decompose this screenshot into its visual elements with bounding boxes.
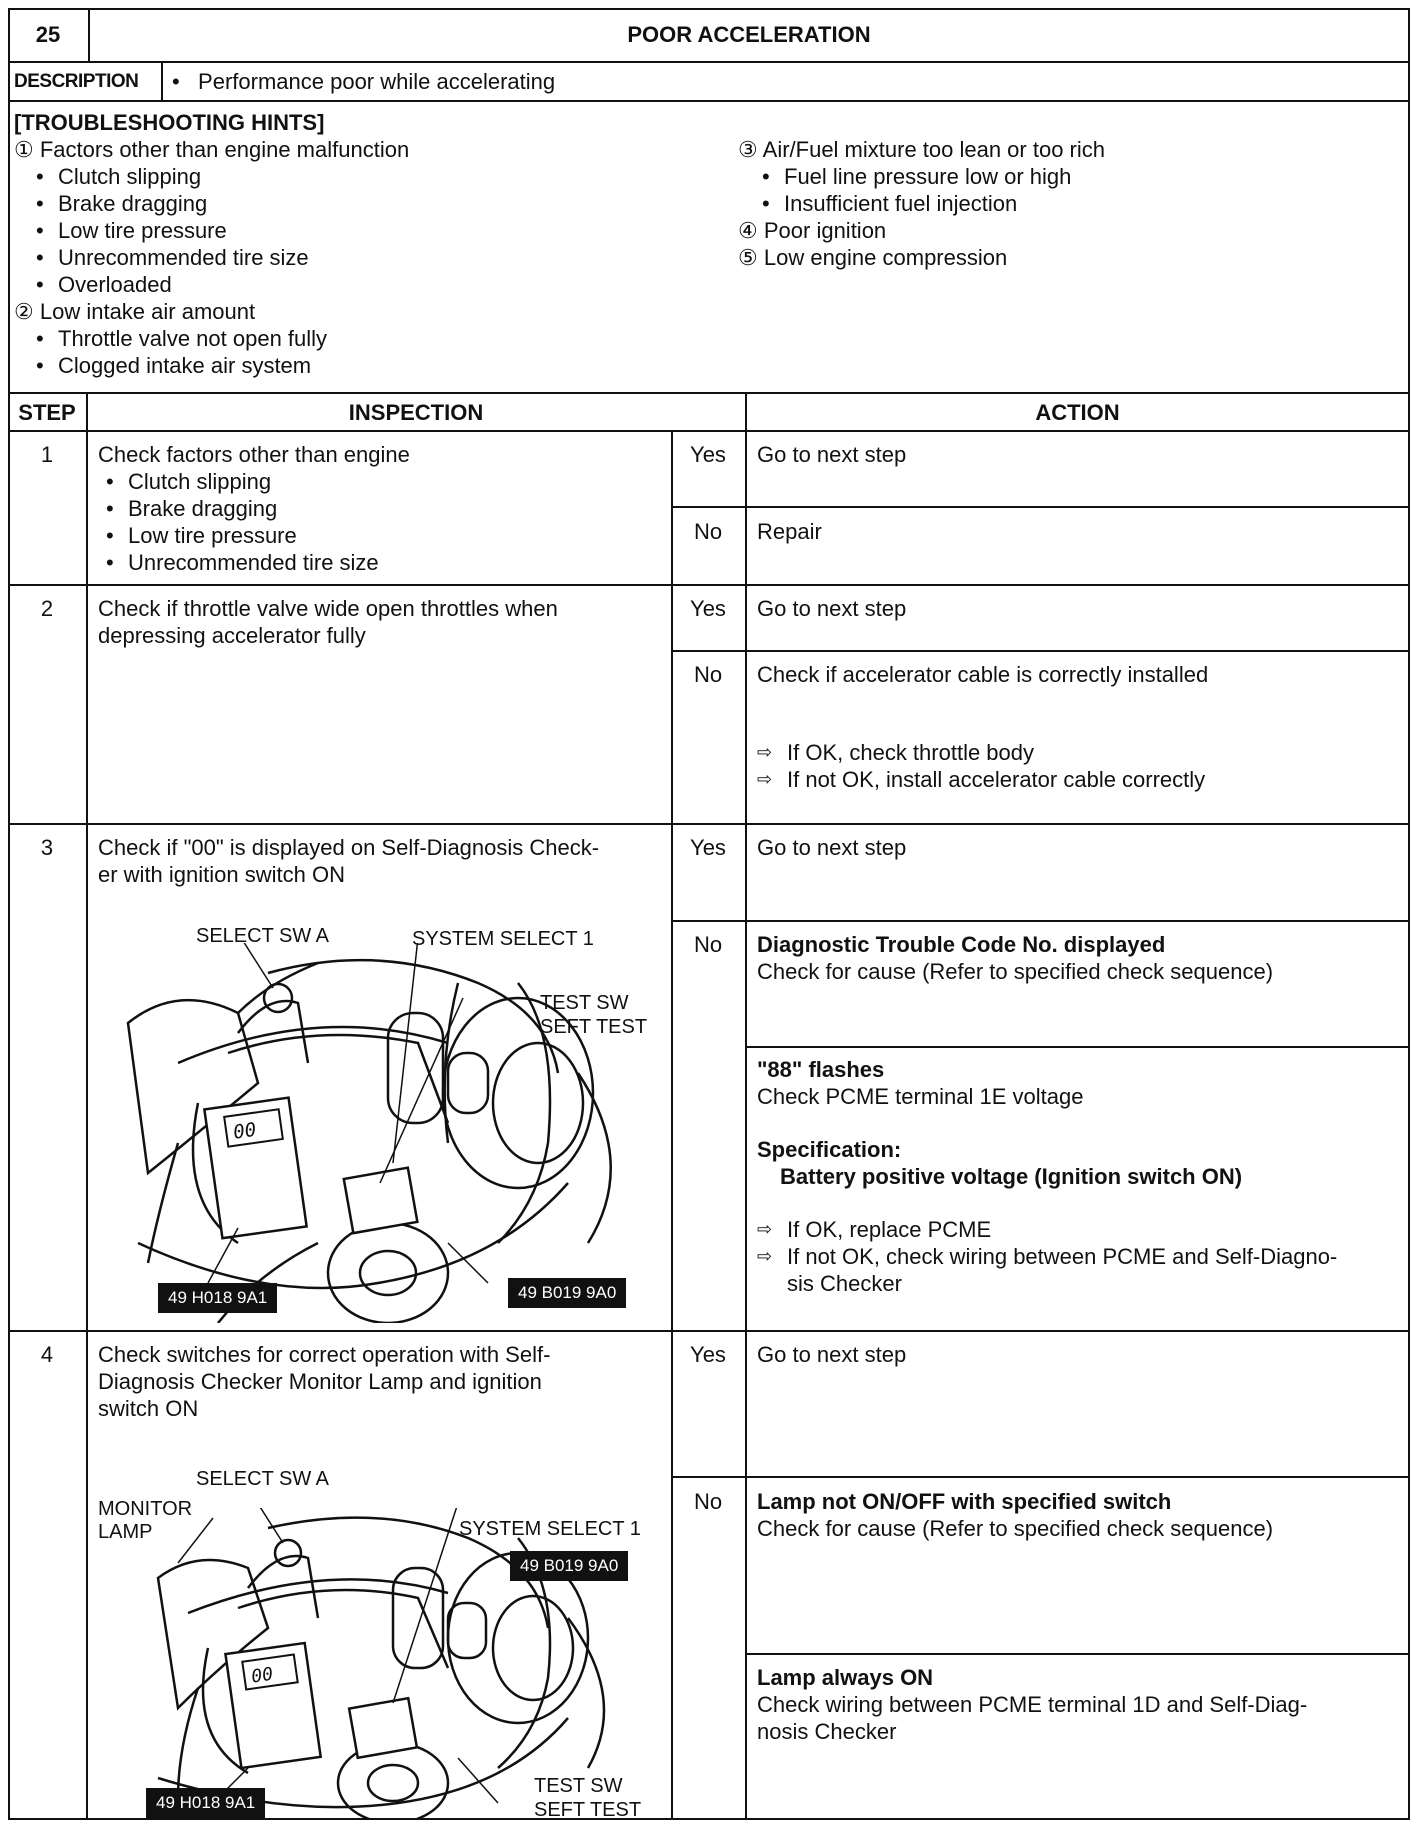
list-item: • Fuel line pressure low or high bbox=[754, 163, 1105, 190]
rule bbox=[161, 61, 163, 100]
hint-5 bbox=[738, 244, 1105, 271]
yes-label: Yes bbox=[690, 835, 726, 860]
no-case-text: Check for cause (Refer to specified check sequence) bbox=[757, 1516, 1274, 1541]
inspection-line: Diagnosis Checker Monitor Lamp and ignition bbox=[98, 1369, 542, 1394]
figure-label-seft-test: SEFT TEST bbox=[534, 1799, 642, 1821]
hint-2 bbox=[14, 298, 409, 325]
yes-label: Yes bbox=[690, 596, 726, 621]
hint-text: Factors other than engine malfunction bbox=[39, 137, 410, 162]
checker-display: 00 bbox=[231, 1118, 258, 1144]
part-number-tag: 49 H018 9A1 bbox=[158, 1283, 277, 1313]
hint-3 bbox=[738, 136, 1105, 163]
list-item: • Low tire pressure bbox=[98, 522, 410, 549]
yes-label: Yes bbox=[690, 442, 726, 467]
rule bbox=[8, 823, 1410, 825]
list-item: • Low tire pressure bbox=[28, 217, 409, 244]
rule bbox=[8, 392, 1410, 394]
hint-1-items bbox=[28, 163, 409, 298]
no-label: No bbox=[693, 519, 723, 544]
yes-action: Go to next step bbox=[757, 596, 907, 621]
hint-marker: ③ bbox=[738, 137, 758, 162]
list-item: • Unrecommended tire size bbox=[98, 549, 410, 576]
if-not-ok-branch: ⇨ If not OK, install accelerator cable correctly bbox=[757, 766, 1205, 793]
hint-1 bbox=[14, 136, 409, 163]
figure-label-system-select: SYSTEM SELECT 1 bbox=[459, 1518, 641, 1540]
if-ok-branch: ⇨ If OK, replace PCME bbox=[757, 1216, 1337, 1243]
figure-label-select-sw: SELECT SW A bbox=[196, 1468, 330, 1490]
part-number-tag: 49 B019 9A0 bbox=[510, 1551, 628, 1581]
rule bbox=[671, 650, 1410, 652]
column-header-step: STEP bbox=[18, 400, 76, 425]
if-not-ok-branch: ⇨ If not OK, check wiring between PCME and Self-Diagno- bbox=[757, 1243, 1337, 1270]
hint-marker: ② bbox=[14, 299, 34, 324]
page-title: POOR ACCELERATION bbox=[627, 22, 871, 47]
figure-label-system-select: SYSTEM SELECT 1 bbox=[412, 928, 594, 950]
list-item: • Clogged intake air system bbox=[28, 352, 409, 379]
list-item: • Insufficient fuel injection bbox=[754, 190, 1105, 217]
hint-marker: ① bbox=[14, 137, 34, 162]
rule bbox=[745, 1653, 1410, 1655]
list-item: • Clutch slipping bbox=[98, 468, 410, 495]
no-case-title: Lamp always ON bbox=[757, 1665, 934, 1690]
hint-marker: ⑤ bbox=[738, 245, 758, 270]
no-action: Repair bbox=[757, 519, 822, 544]
hint-4 bbox=[738, 217, 1105, 244]
rule bbox=[671, 430, 673, 1820]
no-case-text: nosis Checker bbox=[757, 1719, 897, 1744]
yes-label: Yes bbox=[690, 1342, 726, 1367]
step-2-inspection bbox=[98, 595, 558, 649]
hint-text: Air/Fuel mixture too lean or too rich bbox=[762, 137, 1106, 162]
inspection-line: switch ON bbox=[98, 1396, 199, 1421]
rule bbox=[8, 61, 1410, 63]
step-number: 2 bbox=[40, 596, 54, 621]
rule bbox=[671, 920, 1410, 922]
step-1-inspection bbox=[98, 441, 410, 576]
column-header-inspection: INSPECTION bbox=[348, 400, 484, 425]
hints-left-column bbox=[14, 136, 409, 379]
yes-action: Go to next step bbox=[757, 442, 907, 467]
figure-label-lamp: LAMP bbox=[98, 1521, 153, 1543]
specification-value: Battery positive voltage (Ignition switch ON) bbox=[780, 1164, 1243, 1189]
description-value: Performance poor while accelerating bbox=[198, 69, 556, 94]
no-case-title: "88" flashes bbox=[757, 1057, 885, 1082]
troubleshooting-sheet bbox=[8, 8, 1410, 1820]
step-3-inspection bbox=[98, 834, 599, 888]
inspection-line: Check if "00" is displayed on Self-Diagnosis Check- bbox=[98, 835, 600, 860]
hint-2-items bbox=[28, 325, 409, 379]
list-item: • Brake dragging bbox=[28, 190, 409, 217]
list-item: • Throttle valve not open fully bbox=[28, 325, 409, 352]
hint-text: Low engine compression bbox=[763, 245, 1008, 270]
inspection-line: Check if throttle valve wide open throttles when bbox=[98, 596, 558, 621]
hints-right-column bbox=[738, 136, 1105, 271]
list-item: • Clutch slipping bbox=[28, 163, 409, 190]
inspection-line: Check switches for correct operation with Self- bbox=[98, 1342, 551, 1367]
no-case-text: Check for cause (Refer to specified check sequence) bbox=[757, 959, 1274, 984]
no-label: No bbox=[693, 932, 723, 957]
hint-text: Low intake air amount bbox=[39, 299, 256, 324]
figure-label-seft-test: SEFT TEST bbox=[540, 1016, 648, 1038]
yes-action: Go to next step bbox=[757, 835, 907, 860]
list-item: • Unrecommended tire size bbox=[28, 244, 409, 271]
yes-action: Go to next step bbox=[757, 1342, 907, 1367]
step-number: 4 bbox=[40, 1342, 54, 1367]
inspection-text: Check factors other than engine bbox=[98, 442, 410, 467]
rule bbox=[8, 1330, 1410, 1332]
inspection-items bbox=[98, 468, 410, 576]
no-case-title: Diagnostic Trouble Code No. displayed bbox=[757, 932, 1166, 957]
no-action: Check if accelerator cable is correctly installed bbox=[757, 662, 1209, 687]
rule bbox=[745, 1046, 1410, 1048]
if-ok-branch: ⇨ If OK, check throttle body bbox=[757, 739, 1205, 766]
figure-label-test-sw: TEST SW bbox=[540, 992, 629, 1014]
step-number: 3 bbox=[40, 835, 54, 860]
no-branches bbox=[757, 739, 1205, 793]
rule bbox=[745, 392, 747, 1820]
figure-label-test-sw: TEST SW bbox=[534, 1775, 623, 1797]
list-item: • Brake dragging bbox=[98, 495, 410, 522]
column-header-action: ACTION bbox=[1035, 400, 1120, 425]
no-label: No bbox=[693, 662, 723, 687]
rule bbox=[671, 506, 1410, 508]
list-item: • Overloaded bbox=[28, 271, 409, 298]
checker-display: 00 bbox=[250, 1663, 275, 1688]
hints-title: [TROUBLESHOOTING HINTS] bbox=[14, 110, 325, 135]
step-number: 1 bbox=[40, 442, 54, 467]
description-label: DESCRIPTION bbox=[14, 71, 139, 92]
procedure-number: 25 bbox=[35, 22, 61, 47]
rule bbox=[86, 392, 88, 1820]
description-text: • Performance poor while accelerating bbox=[172, 69, 556, 94]
figure-label-monitor: MONITOR bbox=[98, 1498, 193, 1520]
rule bbox=[8, 584, 1410, 586]
hint-3-items bbox=[754, 163, 1105, 217]
figure-label-select-sw: SELECT SW A bbox=[196, 925, 330, 947]
no-case-title: Lamp not ON/OFF with specified switch bbox=[757, 1489, 1172, 1514]
no-case-text: Check PCME terminal 1E voltage bbox=[757, 1084, 1084, 1109]
specification-label: Specification: bbox=[757, 1137, 902, 1162]
inspection-line: er with ignition switch ON bbox=[98, 862, 345, 887]
no-branches bbox=[757, 1216, 1337, 1297]
hint-text: Poor ignition bbox=[763, 218, 887, 243]
rule bbox=[8, 100, 1410, 102]
rule bbox=[8, 430, 1410, 432]
no-label: No bbox=[693, 1489, 723, 1514]
part-number-tag: 49 B019 9A0 bbox=[508, 1278, 626, 1308]
hint-marker: ④ bbox=[738, 218, 758, 243]
if-not-ok-branch-continued: sis Checker bbox=[787, 1271, 902, 1296]
part-number-tag: 49 H018 9A1 bbox=[146, 1788, 265, 1818]
step-4-inspection bbox=[98, 1341, 550, 1422]
inspection-line: depressing accelerator fully bbox=[98, 623, 366, 648]
no-case-text: Check wiring between PCME terminal 1D and Self-Diag- bbox=[757, 1692, 1308, 1717]
rule bbox=[671, 1476, 1410, 1478]
